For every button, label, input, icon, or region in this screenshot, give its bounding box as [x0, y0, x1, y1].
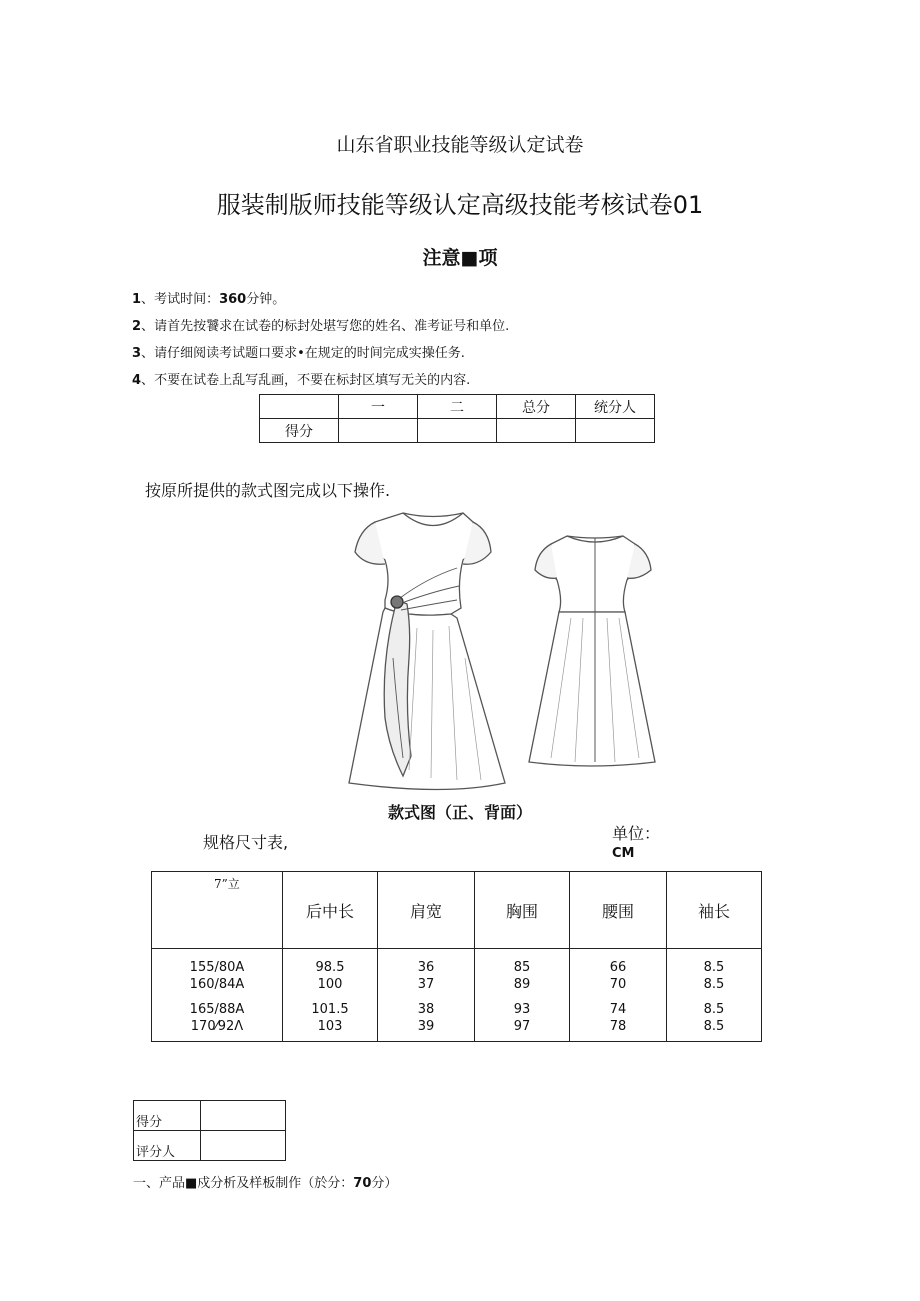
size-spec-table [151, 871, 762, 1042]
dress-front [349, 513, 505, 790]
notice-item-4 [132, 369, 470, 388]
value-cell: 70 [570, 976, 667, 993]
size-cell: 155/80A [152, 949, 283, 977]
value-cell: 93 [475, 993, 570, 1018]
score-header-cell: 一 [339, 395, 418, 419]
instruction-text: 按原所提供的款式图完成以下操作. [145, 481, 391, 500]
table-row [152, 1018, 762, 1042]
notice-item-3 [132, 342, 465, 361]
value-cell: 101.5 [283, 993, 378, 1018]
value-cell: 38 [378, 993, 475, 1018]
grader-name-label: 评分人 [134, 1131, 201, 1161]
score-row-label: 得分 [260, 419, 339, 443]
column-header: 肩宽 [378, 872, 475, 949]
notice-text: 考试时间： [154, 292, 220, 307]
value-cell: 8.5 [667, 1018, 762, 1042]
section-one-text: 一、产品■戍分析及样板制作（於分： [133, 1176, 354, 1191]
notice-separator: 、 [141, 346, 155, 361]
score-table [259, 394, 655, 443]
notice-text-tail: 分钟。 [246, 292, 286, 307]
score-header-cell: 统分人 [576, 395, 655, 419]
org-title: 山东省职业技能等级认定试卷 [336, 134, 584, 156]
column-header: 后中长 [283, 872, 378, 949]
notice-text: 请首先按饕求在试卷的标封处堪写您的姓名、准考证号和单位. [154, 319, 510, 334]
size-table-corner: 7”立 [152, 872, 283, 949]
front-skirt [349, 608, 505, 790]
back-bodice [548, 536, 637, 612]
value-cell: 97 [475, 1018, 570, 1042]
notice-bold: 360 [219, 292, 247, 307]
score-cell[interactable] [418, 419, 497, 443]
grader-table [133, 1100, 286, 1161]
notice-number: 1 [132, 292, 142, 307]
score-table-row [260, 419, 655, 443]
size-cell: 170⁄92Λ [152, 1018, 283, 1042]
grader-score-row [134, 1101, 286, 1131]
notice-text: 不要在试卷上乱写乱画，不要在标封区填写无关的内容. [154, 373, 471, 388]
dress-back [529, 536, 655, 766]
dress-style-figure [345, 508, 660, 793]
notice-text: 请仔细阅读考试题口要求•在规定的时间完成实操任务. [154, 346, 465, 361]
value-cell: 85 [475, 949, 570, 977]
value-cell: 98.5 [283, 949, 378, 977]
value-cell: 36 [378, 949, 475, 977]
section-one-tail: 分） [371, 1176, 398, 1191]
size-table-header [152, 872, 762, 949]
grader-name-row [134, 1131, 286, 1161]
score-cell[interactable] [497, 419, 576, 443]
value-cell: 37 [378, 976, 475, 993]
grader-score-cell[interactable] [201, 1101, 286, 1131]
value-cell: 78 [570, 1018, 667, 1042]
score-table-header [260, 395, 655, 419]
table-row [152, 993, 762, 1018]
value-cell: 100 [283, 976, 378, 993]
notice-item-1 [132, 288, 285, 307]
spec-table-title: 规格尺寸表, [203, 833, 289, 852]
value-cell: 74 [570, 993, 667, 1018]
front-bodice [373, 513, 474, 615]
table-row [152, 976, 762, 993]
grader-name-cell[interactable] [201, 1131, 286, 1161]
value-cell: 66 [570, 949, 667, 977]
notice-item-2 [132, 315, 509, 334]
notice-separator: 、 [141, 292, 155, 307]
value-cell: 39 [378, 1018, 475, 1042]
value-cell: 8.5 [667, 949, 762, 977]
score-header-cell [260, 395, 339, 419]
notice-number: 3 [132, 346, 142, 361]
value-cell: 8.5 [667, 976, 762, 993]
notice-separator: 、 [141, 319, 155, 334]
section-one-heading [133, 1172, 397, 1191]
notice-title: 注意■项 [422, 247, 498, 269]
value-cell: 89 [475, 976, 570, 993]
corsage [391, 596, 403, 608]
value-cell: 8.5 [667, 993, 762, 1018]
score-header-cell: 总分 [497, 395, 576, 419]
figure-caption: 款式图（正、背面） [387, 803, 532, 822]
notice-separator: 、 [141, 373, 155, 388]
unit-value: CM [612, 846, 635, 861]
notice-number: 2 [132, 319, 142, 334]
score-cell[interactable] [339, 419, 418, 443]
column-header: 腰围 [570, 872, 667, 949]
main-title: 服装制版师技能等级认定高级技能考核试卷01 [216, 191, 704, 219]
value-cell: 103 [283, 1018, 378, 1042]
grader-score-label: 得分 [134, 1101, 201, 1131]
table-row [152, 949, 762, 977]
size-cell: 160/84A [152, 976, 283, 993]
size-cell: 165/88A [152, 993, 283, 1018]
back-skirt [529, 612, 655, 766]
section-one-points: 70 [353, 1176, 372, 1191]
column-header: 袖长 [667, 872, 762, 949]
score-header-cell: 二 [418, 395, 497, 419]
notice-number: 4 [132, 373, 142, 388]
column-header: 胸围 [475, 872, 570, 949]
unit-label: 单位： [612, 824, 661, 843]
score-cell[interactable] [576, 419, 655, 443]
